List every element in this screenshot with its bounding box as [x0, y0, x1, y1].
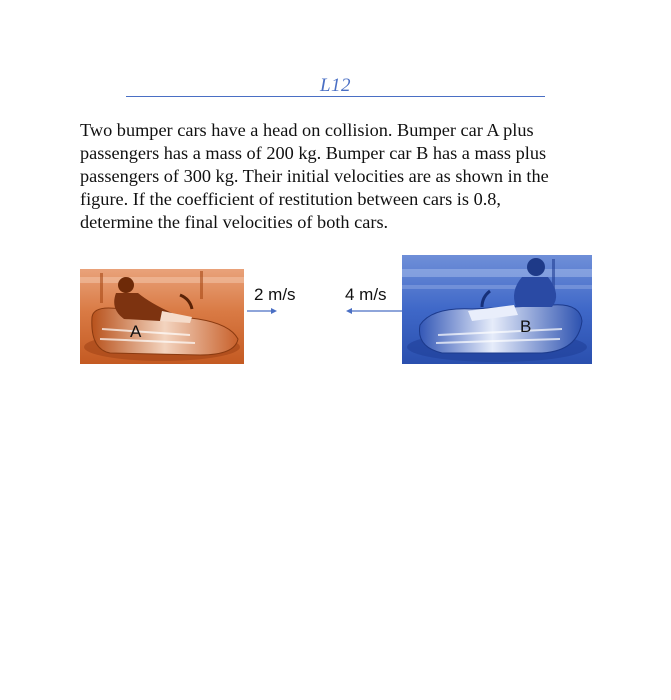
car-a-label: A: [130, 322, 142, 341]
car-b-direction-arrow-icon: [346, 306, 402, 316]
slide-title: L12: [319, 75, 352, 96]
title-underline: [126, 96, 545, 97]
bumper-car-b-photo: [402, 255, 592, 364]
car-a-direction-arrow-icon: [247, 306, 277, 316]
car-b-velocity: 4 m/s: [345, 285, 387, 304]
problem-line-4: figure. If the coefficient of restitution between cars is 0.8,: [80, 189, 501, 209]
problem-line-2: passengers has a mass of 200 kg. Bumper car B has a mass plus: [80, 143, 547, 163]
car-b-label: B: [520, 317, 532, 336]
problem-line-3: passengers of 300 kg. Their initial velocities are as shown in the: [80, 166, 549, 186]
car-a-velocity: 2 m/s: [254, 285, 296, 304]
problem-statement: [80, 119, 610, 234]
problem-line-1: Two bumper cars have a head on collision. Bumper car A plus: [80, 120, 534, 140]
bumper-car-a-photo: [80, 269, 244, 364]
problem-line-5: determine the final velocities of both cars.: [80, 212, 389, 232]
